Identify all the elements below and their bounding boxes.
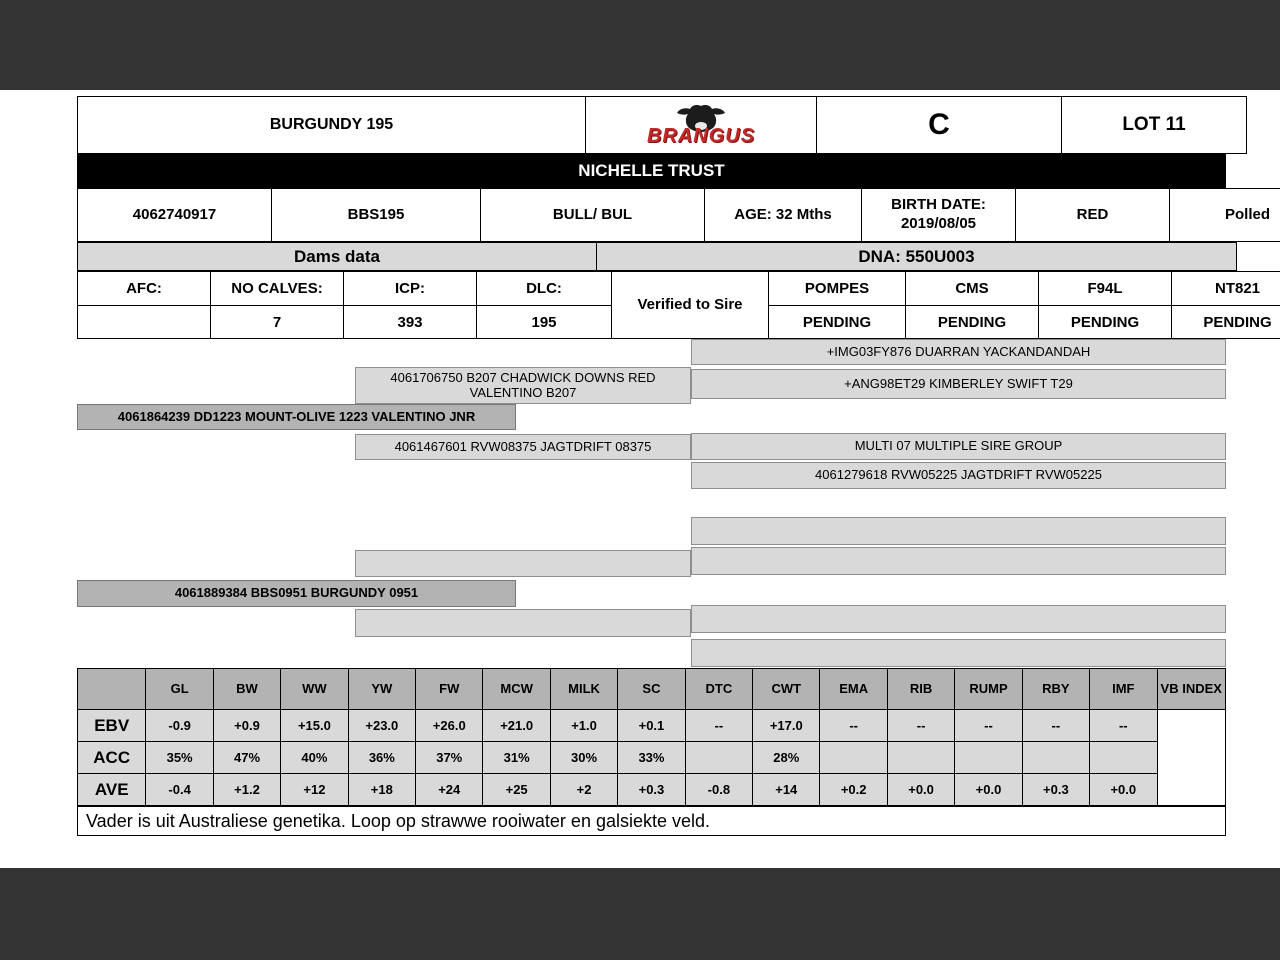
acc-value (887, 742, 954, 774)
ebv-col-bw: BW (213, 669, 280, 710)
lot-number: LOT 11 (1062, 97, 1247, 154)
ebv-col-rump: RUMP (955, 669, 1022, 710)
ebv-col-rib: RIB (887, 669, 954, 710)
acc-value: 31% (483, 742, 550, 774)
ebv-value: +26.0 (416, 710, 483, 742)
ave-row-label: AVE (78, 774, 146, 806)
vb-index-value (1157, 710, 1226, 806)
sale-note: Vader is uit Australiese genetika. Loop op strawwe rooiwater en galsiekte veld. (77, 806, 1226, 836)
no-calves-value: 7 (211, 306, 344, 339)
ebv-value: -- (1090, 710, 1157, 742)
ebv-value: +0.1 (618, 710, 685, 742)
ebv-table (77, 668, 1226, 806)
acc-value: 37% (416, 742, 483, 774)
ebv-value: +1.0 (550, 710, 617, 742)
type-letter: C (817, 97, 1062, 154)
ebv-col-rby: RBY (1022, 669, 1089, 710)
acc-value: 36% (348, 742, 415, 774)
acc-value: 40% (281, 742, 348, 774)
ebv-col-mcw: MCW (483, 669, 550, 710)
ebv-value: -0.9 (146, 710, 213, 742)
acc-row-label: ACC (78, 742, 146, 774)
afc-label: AFC: (78, 272, 211, 306)
dams-data-title: Dams data (78, 243, 597, 271)
acc-value (820, 742, 887, 774)
animal-name: BURGUNDY 195 (78, 97, 586, 154)
test-name-cms: CMS (906, 272, 1039, 306)
ebv-col-milk: MILK (550, 669, 617, 710)
ebv-col-ema: EMA (820, 669, 887, 710)
animal-tag: BBS195 (272, 189, 481, 242)
animal-info-table (77, 188, 1280, 242)
test-status-cms: PENDING (906, 306, 1039, 339)
brangus-logo (588, 104, 814, 146)
tests-table (77, 271, 1280, 339)
ave-value: +1.2 (213, 774, 280, 806)
pedigree-sire-dam-sire: MULTI 07 MULTIPLE SIRE GROUP (691, 433, 1226, 460)
ebv-col-yw: YW (348, 669, 415, 710)
dna-number: DNA: 550U003 (597, 243, 1237, 271)
ave-value: +24 (416, 774, 483, 806)
acc-value: 33% (618, 742, 685, 774)
pedigree-sire-sire-sire: +IMG03FY876 DUARRAN YACKANDANDAH (691, 339, 1226, 365)
acc-value (955, 742, 1022, 774)
ave-value: +0.0 (887, 774, 954, 806)
ave-value: -0.8 (685, 774, 752, 806)
top-banner (0, 0, 1280, 90)
ebv-value: -- (887, 710, 954, 742)
animal-colour: RED (1016, 189, 1170, 242)
acc-value (1090, 742, 1157, 774)
pedigree-dam-sire-dam-empty (691, 547, 1226, 575)
birth-date-value: 2019/08/05 (900, 215, 977, 232)
ebv-col-imf: IMF (1090, 669, 1157, 710)
ave-value: +0.3 (618, 774, 685, 806)
dlc-label: DLC: (477, 272, 612, 306)
test-status-nt821: PENDING (1172, 306, 1280, 339)
no-calves-label: NO CALVES: (211, 272, 344, 306)
test-status-pompes: PENDING (769, 306, 906, 339)
ebv-col-dtc: DTC (685, 669, 752, 710)
ebv-value: +15.0 (281, 710, 348, 742)
breeder-name-bar: NICHELLE TRUST (77, 154, 1226, 188)
ave-value: +0.2 (820, 774, 887, 806)
birth-date-label: BIRTH DATE: (891, 196, 986, 214)
dams-dna-table (77, 242, 1237, 271)
icp-value: 393 (344, 306, 477, 339)
ebv-col-vb-index: VB INDEX (1157, 669, 1226, 710)
afc-value (78, 306, 211, 339)
ebv-value: +0.9 (213, 710, 280, 742)
test-status-f94l: PENDING (1039, 306, 1172, 339)
pedigree-dam-dam-sire-empty (691, 605, 1226, 633)
pedigree-section (77, 339, 1226, 668)
bottom-banner (0, 868, 1280, 960)
pedigree-dam: 4061889384 BBS0951 BURGUNDY 0951 (77, 580, 516, 607)
header-table (77, 96, 1247, 154)
ebv-value: +23.0 (348, 710, 415, 742)
test-name-pompes: POMPES (769, 272, 906, 306)
ave-value: +12 (281, 774, 348, 806)
ave-value: +0.0 (955, 774, 1022, 806)
ave-value: +2 (550, 774, 617, 806)
test-name-nt821: NT821 (1172, 272, 1280, 306)
catalog-sheet (77, 96, 1272, 836)
pedigree-dam-sire-empty (355, 550, 691, 577)
ave-value: +14 (753, 774, 820, 806)
animal-id: 4062740917 (78, 189, 272, 242)
pedigree-sire: 4061864239 DD1223 MOUNT-OLIVE 1223 VALENTINO JNR (77, 404, 516, 430)
pedigree-dam-sire-sire-empty (691, 517, 1226, 545)
pedigree-sire-sire: 4061706750 B207 CHADWICK DOWNS RED VALENTINO B207 (355, 367, 691, 404)
animal-sex: BULL/ BUL (481, 189, 705, 242)
verified-to-sire: Verified to Sire (612, 272, 769, 339)
ebv-col-cwt: CWT (753, 669, 820, 710)
ave-value: +0.0 (1090, 774, 1157, 806)
acc-value (685, 742, 752, 774)
poll-status: Polled (1170, 189, 1280, 242)
ebv-corner-cell (78, 669, 146, 710)
icp-label: ICP: (344, 272, 477, 306)
ave-value: +25 (483, 774, 550, 806)
animal-age: AGE: 32 Mths (705, 189, 862, 242)
ebv-value: -- (685, 710, 752, 742)
ebv-col-fw: FW (416, 669, 483, 710)
acc-value: 28% (753, 742, 820, 774)
pedigree-dam-dam-empty (355, 609, 691, 637)
birth-date-cell (862, 189, 1016, 242)
brand-wordmark: BRANGUS (646, 125, 756, 147)
ave-value: +18 (348, 774, 415, 806)
pedigree-sire-dam-dam: 4061279618 RVW05225 JAGTDRIFT RVW05225 (691, 462, 1226, 489)
ebv-row-label: EBV (78, 710, 146, 742)
ave-value: -0.4 (146, 774, 213, 806)
ebv-col-gl: GL (146, 669, 213, 710)
acc-value (1022, 742, 1089, 774)
ave-value: +0.3 (1022, 774, 1089, 806)
pedigree-dam-dam-dam-empty (691, 639, 1226, 667)
pedigree-sire-sire-dam: +ANG98ET29 KIMBERLEY SWIFT T29 (691, 369, 1226, 399)
ebv-col-sc: SC (618, 669, 685, 710)
brangus-logo-cell (586, 97, 817, 154)
ebv-value: -- (1022, 710, 1089, 742)
ebv-value: -- (820, 710, 887, 742)
ebv-value: +21.0 (483, 710, 550, 742)
dlc-value: 195 (477, 306, 612, 339)
ebv-col-ww: WW (281, 669, 348, 710)
acc-value: 30% (550, 742, 617, 774)
acc-value: 47% (213, 742, 280, 774)
pedigree-sire-dam: 4061467601 RVW08375 JAGTDRIFT 08375 (355, 434, 691, 460)
ebv-value: +17.0 (753, 710, 820, 742)
test-name-f94l: F94L (1039, 272, 1172, 306)
acc-value: 35% (146, 742, 213, 774)
ebv-value: -- (955, 710, 1022, 742)
